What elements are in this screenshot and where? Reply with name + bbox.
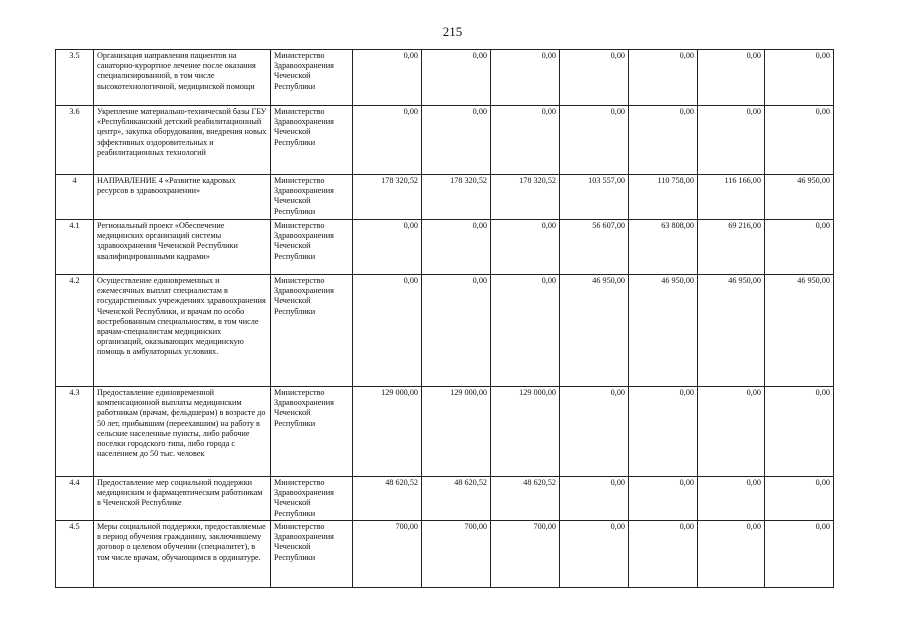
value-cell: 0,00 [629,477,698,521]
table-row [56,477,834,521]
measure-name: Меры социальной поддержки, предоставляемые в период обучения гражданину, заключившему договор о целевом обучении (специалитет), в том числе врачам, обучающимся в ординатуре. [94,521,271,588]
value-cell: 0,00 [491,220,560,275]
value-cell: 0,00 [765,477,834,521]
value-cell: 46 950,00 [765,275,834,387]
executor: Министерство Здравоохранения Чеченской Республики [271,387,353,477]
value-cell: 56 607,00 [560,220,629,275]
value-cell: 0,00 [353,50,422,106]
executor: Министерство Здравоохранения Чеченской Республики [271,50,353,106]
measure-name: Осуществление единовременных и ежемесячных выплат специалистам в государственных учреждениях здравоохранения Чеченской Республики, и врачам по особо востребованным специальностям, в том числе врачам-специалистам медицинских организаций, оказывающих медицинскую помощь в амбулаторных условиях. [94,275,271,387]
value-cell: 46 950,00 [560,275,629,387]
row-number: 4.3 [56,387,94,477]
value-cell: 129 000,00 [491,387,560,477]
executor: Министерство Здравоохранения Чеченской Республики [271,175,353,220]
value-cell: 46 950,00 [765,175,834,220]
value-cell: 0,00 [353,220,422,275]
value-cell: 0,00 [698,477,765,521]
value-cell: 0,00 [629,521,698,588]
value-cell: 0,00 [422,106,491,175]
value-cell: 0,00 [353,275,422,387]
value-cell: 0,00 [491,50,560,106]
table-row [56,175,834,220]
value-cell: 700,00 [422,521,491,588]
value-cell: 0,00 [698,106,765,175]
value-cell: 110 758,00 [629,175,698,220]
table-row [56,50,834,106]
budget-table [55,49,834,588]
value-cell: 0,00 [491,275,560,387]
value-cell: 0,00 [560,50,629,106]
executor: Министерство Здравоохранения Чеченской Республики [271,275,353,387]
value-cell: 0,00 [629,387,698,477]
value-cell: 0,00 [629,50,698,106]
value-cell: 0,00 [629,106,698,175]
executor: Министерство Здравоохранения Чеченской Республики [271,220,353,275]
row-number: 4.5 [56,521,94,588]
value-cell: 46 950,00 [629,275,698,387]
value-cell: 0,00 [698,521,765,588]
value-cell: 46 950,00 [698,275,765,387]
value-cell: 0,00 [560,477,629,521]
measure-name: Предоставление единовременной компенсационной выплаты медицинским работникам (врачам, фельдшерам) в возрасте до 50 лет, прибывшим (переехавшим) на работу в сельские населенные пункты, либо рабочие поселки городского типа, либо города с населением до 50 тыс. человек [94,387,271,477]
measure-name: Региональный проект «Обеспечение медицинских организаций системы здравоохранения Чеченской Республики квалифицированными кадрами» [94,220,271,275]
value-cell: 0,00 [765,521,834,588]
measure-name: Укрепление материально-технической базы ГБУ «Республиканский детский реабилитационный центр», закупка оборудования, внедрения новых эффективных оздоровительных и реабилитационных технологий [94,106,271,175]
measure-name: Предоставление мер социальной поддержки медицинским и фармацевтическим работникам в Чеченской Республике [94,477,271,521]
executor: Министерство Здравоохранения Чеченской Республики [271,477,353,521]
value-cell: 0,00 [765,106,834,175]
executor: Министерство Здравоохранения Чеченской Республики [271,106,353,175]
value-cell: 69 216,00 [698,220,765,275]
executor: Министерство Здравоохранения Чеченской Республики [271,521,353,588]
value-cell: 0,00 [560,521,629,588]
value-cell: 103 557,00 [560,175,629,220]
page-number: 215 [442,24,463,39]
value-cell: 63 808,00 [629,220,698,275]
value-cell: 0,00 [698,50,765,106]
value-cell: 178 320,52 [491,175,560,220]
row-number: 4 [56,175,94,220]
row-number: 4.2 [56,275,94,387]
row-number: 4.1 [56,220,94,275]
value-cell: 0,00 [560,387,629,477]
row-number: 4.4 [56,477,94,521]
value-cell: 116 166,00 [698,175,765,220]
row-number: 3.6 [56,106,94,175]
value-cell: 0,00 [560,106,629,175]
value-cell: 0,00 [765,387,834,477]
value-cell: 178 320,52 [353,175,422,220]
value-cell: 0,00 [353,106,422,175]
value-cell: 700,00 [353,521,422,588]
table-row [56,106,834,175]
value-cell: 0,00 [698,387,765,477]
measure-name: НАПРАВЛЕНИЕ 4 «Развитие кадровых ресурсов в здравоохранении» [94,175,271,220]
value-cell: 0,00 [422,220,491,275]
value-cell: 0,00 [491,106,560,175]
table-row [56,387,834,477]
value-cell: 0,00 [422,275,491,387]
measure-name: Организация направления пациентов на санаторно-курортное лечение после оказания специализированной, в том числе высокотехнологичной, медицинской помощи [94,50,271,106]
table-row [56,220,834,275]
value-cell: 0,00 [765,220,834,275]
value-cell: 129 000,00 [353,387,422,477]
value-cell: 700,00 [491,521,560,588]
value-cell: 48 620,52 [422,477,491,521]
value-cell: 0,00 [765,50,834,106]
table-row [56,275,834,387]
table-row [56,521,834,588]
value-cell: 0,00 [422,50,491,106]
value-cell: 48 620,52 [491,477,560,521]
value-cell: 178 320,52 [422,175,491,220]
value-cell: 129 000,00 [422,387,491,477]
row-number: 3.5 [56,50,94,106]
value-cell: 48 620,52 [353,477,422,521]
